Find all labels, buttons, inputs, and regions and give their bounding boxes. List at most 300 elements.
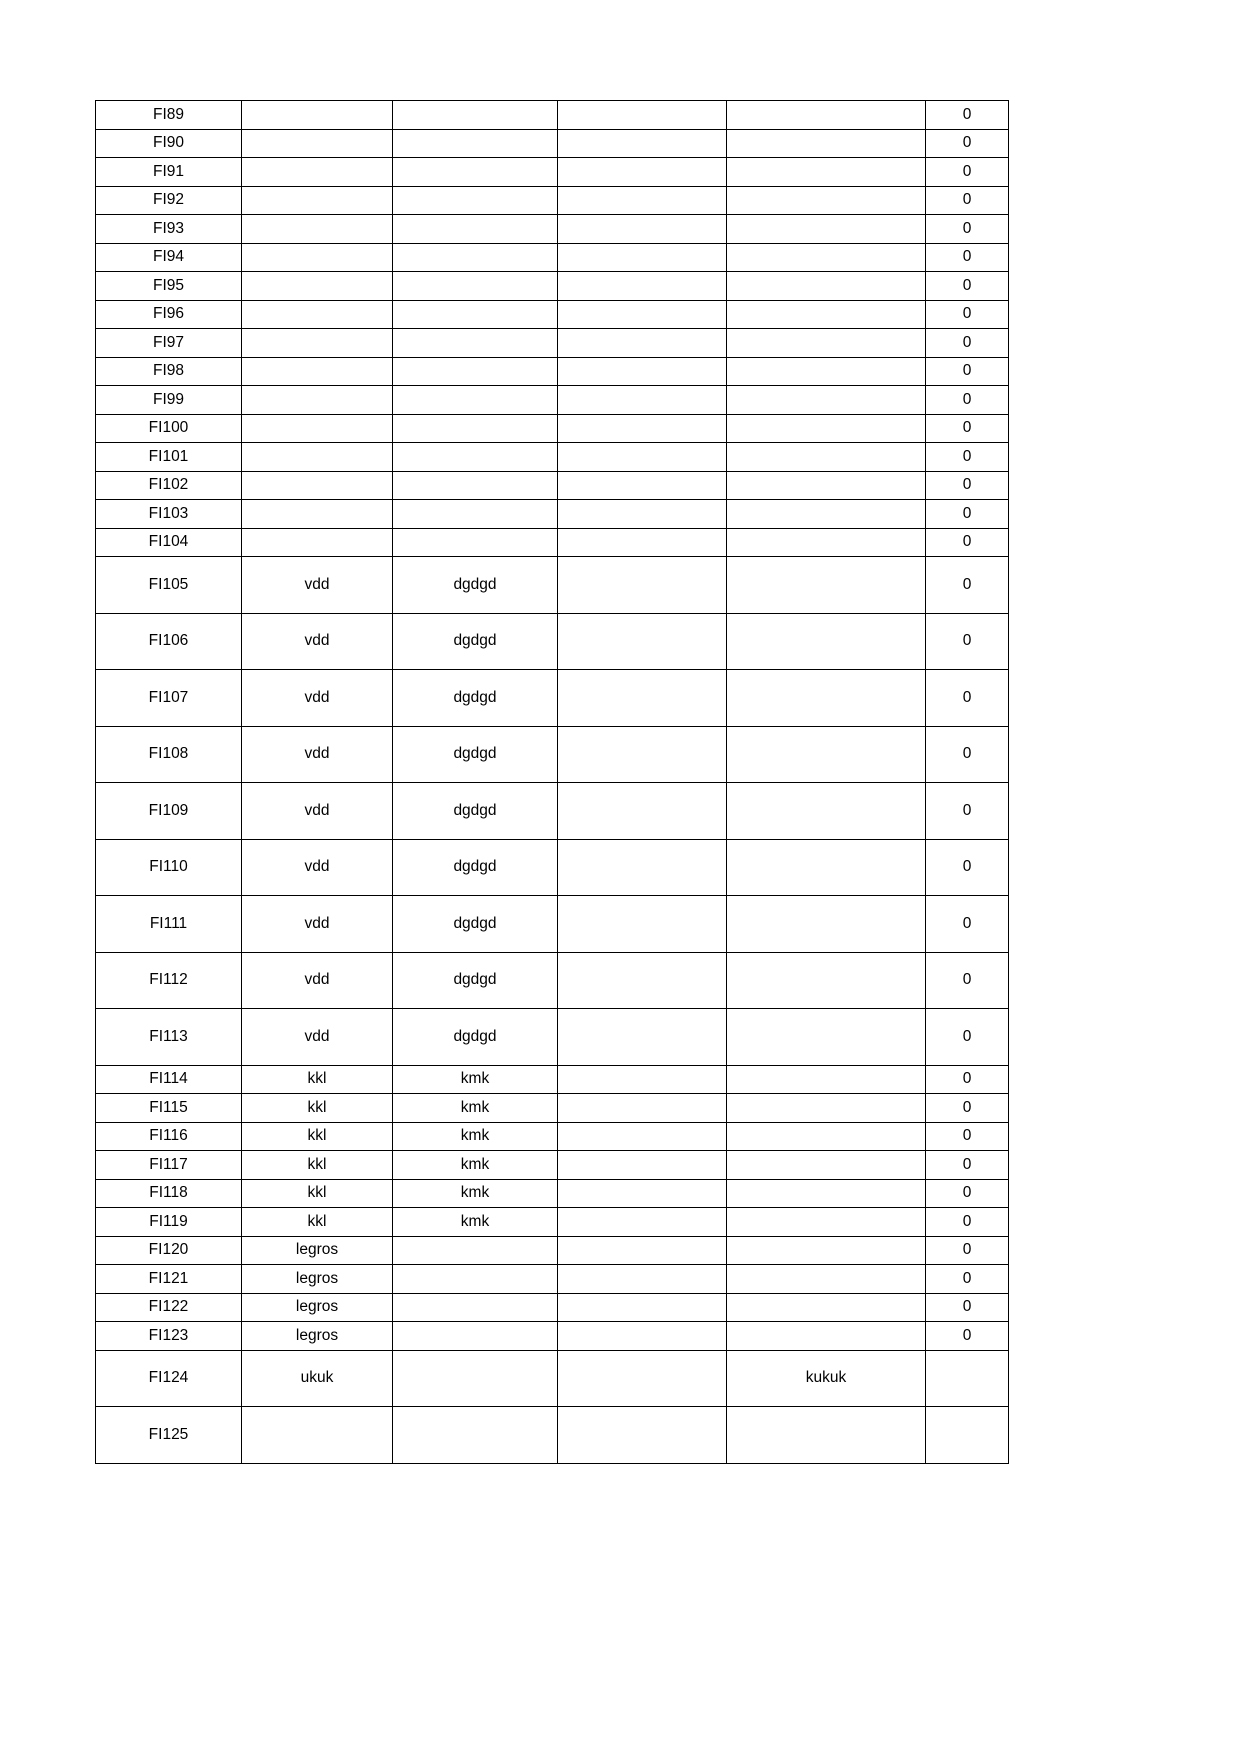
table-cell	[926, 557, 1009, 614]
cell-value: 0	[962, 914, 972, 932]
table-cell-id	[96, 783, 242, 840]
table-cell-id	[96, 557, 242, 614]
table-cell	[242, 443, 393, 472]
cell-value: vdd	[304, 745, 330, 763]
data-table	[95, 100, 1009, 1464]
table-cell-id	[96, 1065, 242, 1094]
table-cell	[242, 129, 393, 158]
table-cell	[242, 386, 393, 415]
table-cell	[727, 471, 926, 500]
table-cell	[727, 386, 926, 415]
table-cell-id	[96, 1265, 242, 1294]
table-cell	[727, 1179, 926, 1208]
table-cell	[393, 101, 558, 130]
table-row	[96, 1236, 1009, 1265]
table-cell	[926, 1208, 1009, 1237]
cell-value: 0	[962, 219, 972, 237]
cell-value: 0	[962, 362, 972, 380]
table-cell-id	[96, 129, 242, 158]
table-cell	[926, 1236, 1009, 1265]
table-cell	[393, 1065, 558, 1094]
cell-value: 0	[962, 1184, 972, 1202]
table-cell	[926, 896, 1009, 953]
cell-value: FI99	[152, 390, 184, 408]
table-cell	[727, 500, 926, 529]
table-row	[96, 896, 1009, 953]
table-cell	[727, 670, 926, 727]
table-cell	[393, 557, 558, 614]
table-cell	[558, 1236, 727, 1265]
cell-value: 0	[962, 1070, 972, 1088]
table-cell	[242, 500, 393, 529]
table-cell-id	[96, 1322, 242, 1351]
table-cell	[242, 528, 393, 557]
table-cell	[242, 300, 393, 329]
cell-value: dgdgd	[453, 632, 497, 650]
table-cell	[393, 471, 558, 500]
table-cell	[393, 1407, 558, 1464]
cell-value: kkl	[307, 1184, 327, 1202]
table-row	[96, 386, 1009, 415]
table-cell	[558, 528, 727, 557]
table-cell	[393, 528, 558, 557]
table-cell	[727, 528, 926, 557]
table-cell	[926, 1065, 1009, 1094]
table-cell	[242, 1009, 393, 1066]
table-cell-id	[96, 528, 242, 557]
table-cell	[558, 896, 727, 953]
cell-value: FI91	[152, 162, 184, 180]
cell-value: 0	[962, 533, 972, 551]
table-cell	[558, 1122, 727, 1151]
cell-value: FI125	[148, 1425, 189, 1443]
table-cell	[926, 1122, 1009, 1151]
cell-value: FI112	[149, 971, 188, 989]
table-cell	[242, 329, 393, 358]
table-cell	[926, 500, 1009, 529]
cell-value: legros	[295, 1241, 339, 1259]
cell-value: 0	[962, 632, 972, 650]
cell-value: 0	[962, 333, 972, 351]
cell-value: kmk	[460, 1070, 490, 1088]
table-cell	[727, 243, 926, 272]
table-row	[96, 1179, 1009, 1208]
table-cell	[558, 1350, 727, 1407]
table-cell	[558, 101, 727, 130]
table-cell	[558, 1179, 727, 1208]
table-cell	[727, 613, 926, 670]
table-cell	[727, 272, 926, 301]
table-cell	[393, 329, 558, 358]
cell-value: FI117	[149, 1155, 188, 1173]
table-cell	[558, 613, 727, 670]
table-cell	[393, 158, 558, 187]
table-cell	[242, 272, 393, 301]
cell-value: 0	[962, 248, 972, 266]
table-cell-id	[96, 726, 242, 783]
cell-value: 0	[962, 134, 972, 152]
table-cell	[926, 471, 1009, 500]
table-row	[96, 101, 1009, 130]
table-cell	[558, 272, 727, 301]
cell-value: FI122	[148, 1298, 189, 1316]
table-cell	[242, 670, 393, 727]
cell-value: legros	[295, 1269, 339, 1287]
cell-value: 0	[962, 390, 972, 408]
table-cell	[393, 1293, 558, 1322]
table-cell	[926, 243, 1009, 272]
table-cell	[926, 1151, 1009, 1180]
table-cell	[242, 1350, 393, 1407]
table-cell	[242, 1322, 393, 1351]
table-row	[96, 215, 1009, 244]
table-body	[96, 101, 1009, 1464]
table-cell	[727, 1065, 926, 1094]
cell-value: FI93	[152, 219, 184, 237]
cell-value: kmk	[460, 1098, 490, 1116]
table-cell	[242, 215, 393, 244]
cell-value: 0	[962, 1298, 972, 1316]
table-cell-id	[96, 1122, 242, 1151]
table-cell	[242, 414, 393, 443]
cell-value: ukuk	[300, 1369, 334, 1387]
table-row	[96, 839, 1009, 896]
table-cell	[558, 215, 727, 244]
table-cell	[727, 1009, 926, 1066]
table-cell	[242, 1265, 393, 1294]
table-cell	[727, 1322, 926, 1351]
cell-value: FI100	[148, 419, 189, 437]
table-cell	[558, 1407, 727, 1464]
table-row	[96, 952, 1009, 1009]
table-cell	[558, 471, 727, 500]
table-row	[96, 500, 1009, 529]
table-cell	[558, 158, 727, 187]
table-cell	[727, 1208, 926, 1237]
table-cell	[558, 557, 727, 614]
cell-value: vdd	[304, 801, 330, 819]
cell-value: kkl	[307, 1155, 327, 1173]
table-cell	[926, 101, 1009, 130]
table-cell-id	[96, 471, 242, 500]
cell-value: 0	[962, 1155, 972, 1173]
table-row	[96, 1322, 1009, 1351]
table-row	[96, 357, 1009, 386]
table-cell	[393, 1151, 558, 1180]
table-cell-id	[96, 186, 242, 215]
table-cell	[926, 613, 1009, 670]
table-cell	[926, 1350, 1009, 1407]
cell-value: 0	[962, 105, 972, 123]
table-row	[96, 1293, 1009, 1322]
table-cell	[393, 670, 558, 727]
table-cell	[727, 186, 926, 215]
table-cell	[558, 243, 727, 272]
table-cell	[558, 186, 727, 215]
table-cell-id	[96, 1179, 242, 1208]
cell-value: legros	[295, 1298, 339, 1316]
table-cell	[393, 613, 558, 670]
cell-value: 0	[962, 1241, 972, 1259]
cell-value: FI105	[148, 575, 189, 593]
table-cell	[558, 726, 727, 783]
table-cell	[727, 300, 926, 329]
cell-value: 0	[962, 1326, 972, 1344]
table-cell-id	[96, 357, 242, 386]
table-cell	[393, 952, 558, 1009]
table-cell	[242, 158, 393, 187]
table-row	[96, 129, 1009, 158]
table-cell	[393, 300, 558, 329]
table-cell	[727, 329, 926, 358]
cell-value: vdd	[304, 575, 330, 593]
cell-value: FI111	[149, 914, 188, 932]
table-cell	[242, 1094, 393, 1123]
cell-value: FI104	[148, 533, 189, 551]
cell-value: dgdgd	[453, 688, 497, 706]
table-cell	[558, 1293, 727, 1322]
table-cell	[926, 414, 1009, 443]
table-row	[96, 1151, 1009, 1180]
table-cell	[727, 783, 926, 840]
cell-value: 0	[962, 971, 972, 989]
table-row	[96, 243, 1009, 272]
table-row	[96, 726, 1009, 783]
table-cell	[393, 443, 558, 472]
table-cell	[926, 1407, 1009, 1464]
cell-value: 0	[962, 1269, 972, 1287]
table-cell	[558, 1094, 727, 1123]
table-cell	[242, 557, 393, 614]
table-cell	[393, 1094, 558, 1123]
table-container	[95, 100, 1008, 1464]
cell-value: dgdgd	[453, 914, 497, 932]
table-row	[96, 471, 1009, 500]
cell-value: FI118	[149, 1184, 188, 1202]
cell-value: FI97	[152, 333, 184, 351]
table-row	[96, 300, 1009, 329]
table-cell	[727, 839, 926, 896]
table-cell	[926, 670, 1009, 727]
cell-value: FI119	[149, 1212, 188, 1230]
table-cell-id	[96, 329, 242, 358]
table-cell	[558, 1265, 727, 1294]
table-cell-id	[96, 158, 242, 187]
cell-value: 0	[962, 688, 972, 706]
table-cell	[926, 783, 1009, 840]
table-cell-id	[96, 443, 242, 472]
table-row	[96, 783, 1009, 840]
cell-value: dgdgd	[453, 745, 497, 763]
table-cell-id	[96, 272, 242, 301]
table-cell	[727, 1151, 926, 1180]
table-cell-id	[96, 215, 242, 244]
table-cell	[393, 215, 558, 244]
cell-value: FI92	[152, 191, 184, 209]
table-cell	[242, 783, 393, 840]
table-cell	[558, 129, 727, 158]
table-cell	[926, 952, 1009, 1009]
table-cell-id	[96, 839, 242, 896]
cell-value: 0	[962, 1212, 972, 1230]
cell-value: FI106	[148, 632, 189, 650]
table-cell	[393, 1236, 558, 1265]
table-cell	[727, 357, 926, 386]
table-cell	[242, 1208, 393, 1237]
table-cell	[393, 1322, 558, 1351]
cell-value: kmk	[460, 1127, 490, 1145]
cell-value: vdd	[304, 1027, 330, 1045]
table-cell	[393, 357, 558, 386]
cell-value: FI103	[148, 504, 189, 522]
table-cell	[393, 1265, 558, 1294]
table-cell	[926, 386, 1009, 415]
cell-value: FI107	[148, 688, 189, 706]
table-cell	[926, 528, 1009, 557]
cell-value: 0	[962, 419, 972, 437]
table-cell	[558, 1151, 727, 1180]
table-cell	[393, 186, 558, 215]
table-cell-id	[96, 952, 242, 1009]
table-row	[96, 329, 1009, 358]
table-cell	[393, 1179, 558, 1208]
table-cell	[242, 1151, 393, 1180]
table-cell-id	[96, 1208, 242, 1237]
table-cell	[558, 670, 727, 727]
cell-value: 0	[962, 858, 972, 876]
table-cell	[727, 1265, 926, 1294]
table-row	[96, 1407, 1009, 1464]
cell-value: FI124	[148, 1369, 189, 1387]
table-cell	[242, 1122, 393, 1151]
table-cell	[393, 500, 558, 529]
table-row	[96, 1265, 1009, 1294]
table-cell	[926, 129, 1009, 158]
table-cell	[558, 1065, 727, 1094]
table-cell	[558, 783, 727, 840]
table-cell-id	[96, 1009, 242, 1066]
table-cell	[926, 300, 1009, 329]
table-cell-id	[96, 500, 242, 529]
table-cell	[393, 1009, 558, 1066]
table-cell	[727, 158, 926, 187]
cell-value: dgdgd	[453, 575, 497, 593]
table-row	[96, 1208, 1009, 1237]
table-cell	[926, 158, 1009, 187]
table-cell-id	[96, 414, 242, 443]
table-cell	[727, 1407, 926, 1464]
table-cell	[727, 952, 926, 1009]
table-cell-id	[96, 386, 242, 415]
table-cell	[926, 215, 1009, 244]
table-cell-id	[96, 613, 242, 670]
table-cell	[242, 101, 393, 130]
table-row	[96, 557, 1009, 614]
table-cell	[393, 1350, 558, 1407]
table-cell-id	[96, 1350, 242, 1407]
table-cell	[926, 1179, 1009, 1208]
table-row	[96, 1122, 1009, 1151]
cell-value: vdd	[304, 858, 330, 876]
cell-value: kkl	[307, 1098, 327, 1116]
table-cell	[926, 839, 1009, 896]
cell-value: 0	[962, 476, 972, 494]
cell-value: legros	[295, 1326, 339, 1344]
table-cell	[242, 1293, 393, 1322]
table-cell	[393, 1208, 558, 1237]
table-cell	[242, 952, 393, 1009]
table-cell-id	[96, 243, 242, 272]
cell-value: kkl	[307, 1070, 327, 1088]
table-cell	[727, 557, 926, 614]
table-cell	[926, 1009, 1009, 1066]
table-cell-id	[96, 1094, 242, 1123]
table-cell	[926, 186, 1009, 215]
cell-value: FI121	[148, 1269, 189, 1287]
table-row	[96, 670, 1009, 727]
cell-value: FI116	[149, 1127, 188, 1145]
cell-value: 0	[962, 801, 972, 819]
cell-value: vdd	[304, 971, 330, 989]
table-cell-id	[96, 1236, 242, 1265]
cell-value: vdd	[304, 632, 330, 650]
cell-value: FI114	[149, 1070, 188, 1088]
cell-value: 0	[962, 276, 972, 294]
cell-value: vdd	[304, 688, 330, 706]
table-cell	[242, 357, 393, 386]
table-cell	[558, 1322, 727, 1351]
cell-value: 0	[962, 447, 972, 465]
cell-value: FI110	[149, 858, 188, 876]
table-cell	[926, 1094, 1009, 1123]
table-cell	[242, 726, 393, 783]
table-cell-id	[96, 896, 242, 953]
cell-value: kukuk	[805, 1369, 847, 1387]
cell-value: 0	[962, 191, 972, 209]
table-cell	[242, 243, 393, 272]
cell-value: FI108	[148, 745, 189, 763]
table-cell	[926, 357, 1009, 386]
cell-value: dgdgd	[453, 971, 497, 989]
table-row	[96, 414, 1009, 443]
cell-value: 0	[962, 1127, 972, 1145]
table-cell	[926, 1322, 1009, 1351]
table-cell-id	[96, 1407, 242, 1464]
table-cell	[926, 1293, 1009, 1322]
table-cell	[558, 839, 727, 896]
table-cell	[242, 613, 393, 670]
cell-value: dgdgd	[453, 858, 497, 876]
table-cell	[558, 414, 727, 443]
cell-value: kmk	[460, 1184, 490, 1202]
table-cell	[727, 414, 926, 443]
table-cell	[727, 1236, 926, 1265]
cell-value: 0	[962, 1027, 972, 1045]
table-cell	[393, 1122, 558, 1151]
table-cell	[558, 300, 727, 329]
table-cell	[393, 726, 558, 783]
table-row	[96, 1009, 1009, 1066]
cell-value: 0	[962, 305, 972, 323]
table-cell-id	[96, 670, 242, 727]
table-cell	[242, 186, 393, 215]
cell-value: FI94	[152, 248, 184, 266]
table-cell-id	[96, 101, 242, 130]
table-row	[96, 1094, 1009, 1123]
table-cell	[926, 272, 1009, 301]
table-cell	[393, 272, 558, 301]
table-cell	[393, 783, 558, 840]
